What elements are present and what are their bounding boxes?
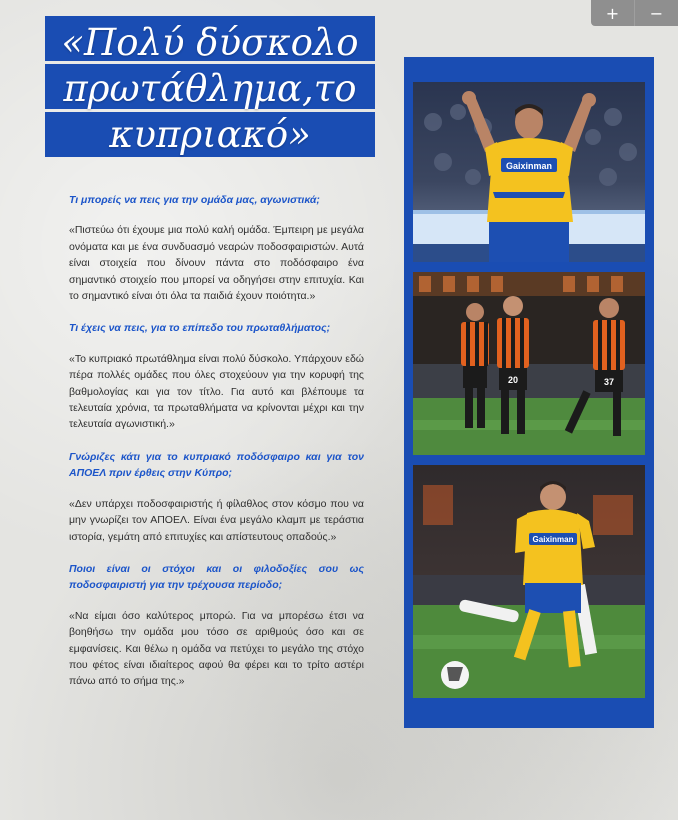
- zoom-controls: [591, 0, 678, 26]
- interview-answer: «Πιστεύω ότι έχουμε μια πολύ καλή ομάδα. Έμπειρη με μεγάλα ονόματα και με ένα συνδυασμό νεαρών ποδοσφαιριστών. Αυτά είναι στοιχεία που δίνουν πάντα στο ποδόσφαιρο ένα σημαντικό στοιχείο που μπορεί να οδηγήσει στην επιτυχία. Και το σημαντικό είναι ότι όλα τα παιδιά έχουν ποιότητα.»: [69, 224, 364, 303]
- interview-question: Ποιοι είναι οι στόχοι και οι φιλοδοξίες σου ως ποδοσφαιριστή για την τρέχουσα περίοδο;: [69, 562, 364, 592]
- photo-opponents-orange-kit: [413, 272, 645, 455]
- interview-question: Τι έχεις να πεις, για το επίπεδο του πρωταθλήματος;: [69, 322, 331, 335]
- zoom-in-button[interactable]: +: [605, 3, 620, 23]
- interview-answer: «Να είμαι όσο καλύτερος μπορώ. Για να μπορέσω έτσι να βοηθήσω την ομάδα μου τόσο σε αριθμούς όσο και σε εμφανίσεις. Και θέλω η ομάδα να πετύχει το μεγάλο της στόχο που φέτος είναι ιδιαίτερος αφού θα φέρει και το τρίτο αστέρι πάνω από το σήμα της.»: [69, 609, 364, 688]
- shirt-number: 37: [603, 377, 615, 387]
- title-line: κυπριακό»: [109, 113, 311, 156]
- interview-text: [69, 192, 364, 706]
- title-line: «Πολύ δύσκολο: [61, 21, 359, 64]
- shirt-sponsor: Gaixinman: [505, 161, 553, 171]
- photo-panel: [404, 57, 654, 728]
- shirt-sponsor: Gaixinman: [532, 535, 574, 544]
- title-line: πρωτάθλημα,το: [63, 67, 357, 110]
- zoom-out-button[interactable]: −: [634, 0, 678, 26]
- interview-answer: «Το κυπριακό πρωτάθλημα είναι πολύ δύσκολο. Υπάρχουν εδώ πέρα πολλές ομάδες που όλες στοχεύουν για την κορυφή της βαθμολογίας και για τον τίτλο. Για αυτό και βλέπουμε τα τελευταία χρόνια, τα πρωταθλήματα να κρίνονται μέχρι και την τελευταία αγωνιστική.»: [69, 352, 364, 431]
- photo-player-dribbling: [413, 465, 645, 698]
- interview-question: Τι μπορείς να πεις για την ομάδα μας, αγωνιστικά;: [69, 194, 320, 206]
- interview-answer: «Δεν υπάρχει ποδοσφαιριστής ή φίλαθλος στον κόσμο που να μην γνωρίζει τον ΑΠΟΕΛ. Είναι ένα μεγάλο κλαμπ με τεράστια ιστορία, γεμάτη από επιτυχίες και απίστευτους οπαδούς.»: [69, 497, 364, 543]
- shirt-number: 20: [507, 375, 519, 385]
- photo-player-celebrating: [413, 82, 645, 262]
- page-title: [45, 20, 375, 158]
- interview-question: Γνώριζες κάτι για το κυπριακό ποδόσφαιρο και για τον ΑΠΟΕΛ πριν έρθεις στην Κύπρο;: [69, 450, 364, 480]
